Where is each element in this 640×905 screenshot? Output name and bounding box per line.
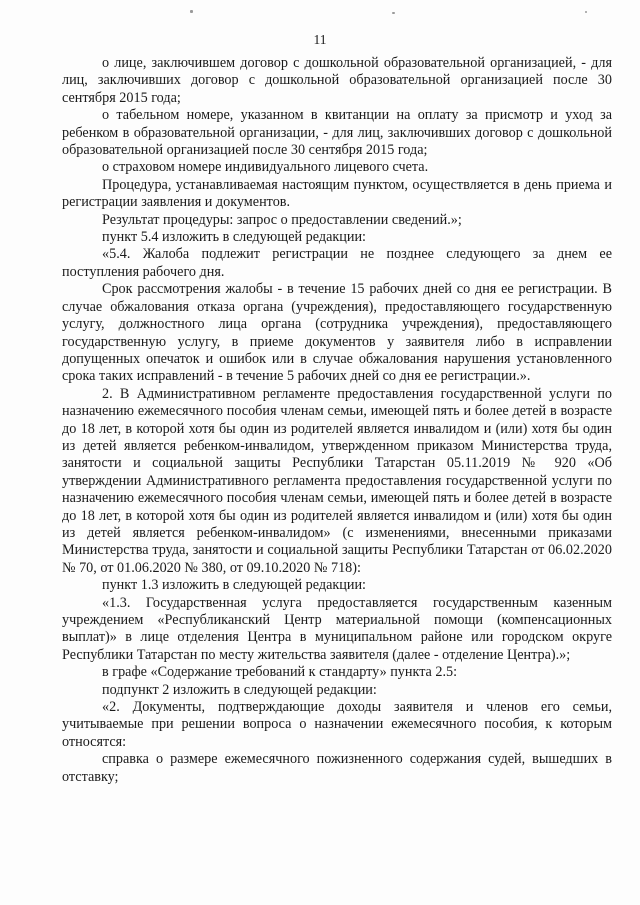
- paragraph: пункт 5.4 изложить в следующей редакции:: [102, 229, 366, 246]
- paragraph: «5.4. Жалоба подлежит регистрации не позднее следующего за днем ее поступления рабочего дня.: [62, 246, 612, 280]
- paragraph: о табельном номере, указанном в квитанции на оплату за присмотр и уход за ребенком в образовательной организации, - для лиц, заключивших договор с дошкольной образовательной организацией после 30 сентября 2015 года;: [62, 107, 612, 159]
- document-body: [62, 55, 612, 786]
- paragraph: «2. Документы, подтверждающие доходы заявителя и членов его семьи, учитываемые при решении вопроса о назначении ежемесячного пособия, к которым относятся:: [62, 699, 612, 750]
- paragraph: подпункт 2 изложить в следующей редакции:: [102, 681, 377, 698]
- scan-speck: [585, 11, 587, 13]
- paragraph: о страховом номере индивидуального лицевого счета.: [102, 159, 429, 176]
- page-number: 11: [313, 32, 327, 47]
- scan-speck: [190, 10, 193, 13]
- paragraph: Процедура, устанавливаемая настоящим пунктом, осуществляется в день приема и регистрации заявления и документов.: [62, 176, 612, 211]
- paragraph: Срок рассмотрения жалобы - в течение 15 рабочих дней со дня ее регистрации. В случае обжалования отказа органа (учреждения), предоставляющего государственную услугу, должностного лица органа (сотрудника учреждения), предоставляющего государственную услугу, в приеме документов у заявителя либо в исправлении допущенных опечаток и ошибок или в случае обжалования нарушения установленного срока таких исправлений - в течение 5 рабочих дней со дня ее регистрации.».: [62, 281, 612, 385]
- scan-speck: [392, 12, 395, 14]
- paragraph: пункт 1.3 изложить в следующей редакции:: [102, 577, 366, 594]
- paragraph: 2. В Административном регламенте предоставления государственной услуги по назначению ежемесячного пособия членам семьи, имеющей пять и более детей в возрасте до 18 лет, в которой хотя бы один из родителей является инвалидом и (или) хотя бы один из детей является ребенком-инвалидом, утвержденном приказом Министерства труда, занятости и социальной защиты Республики Татарстан 05.11.2019 № 920 «Об утверждении Административного регламента предоставления государственной услуги по назначению ежемесячного пособия членам семьи, имеющей пять и более детей в возрасте до 18 лет, в которой хотя бы один из родителей является инвалидом и (или) хотя бы один из детей является ребенком-инвалидом» (с изменениями, внесенными приказами Министерства труда, занятости и социальной защиты Республики Татарстан от 06.02.2020 № 70, от 01.06.2020 № 380, от 09.10.2020 № 718):: [62, 385, 612, 576]
- paragraph: справка о размере ежемесячного пожизненного содержания судей, вышедших в отставку;: [62, 751, 612, 785]
- paragraph: о лице, заключившем договор с дошкольной образовательной организацией, - для лиц, заключивших договор с дошкольной образовательной организацией после 30 сентября 2015 года;: [62, 55, 612, 106]
- paragraph: Результат процедуры: запрос о предоставлении сведений.»;: [102, 211, 462, 228]
- paragraph: в графе «Содержание требований к стандарту» пункта 2.5:: [102, 664, 458, 681]
- paragraph: «1.3. Государственная услуга предоставляется государственным казенным учреждением «Республиканский Центр материальной помощи (компенсационных выплат)» в лице отделения Центра в муниципальном районе или городском округе Республики Татарстан по месту жительства заявителя (далее - отделение Центра).»;: [62, 594, 612, 663]
